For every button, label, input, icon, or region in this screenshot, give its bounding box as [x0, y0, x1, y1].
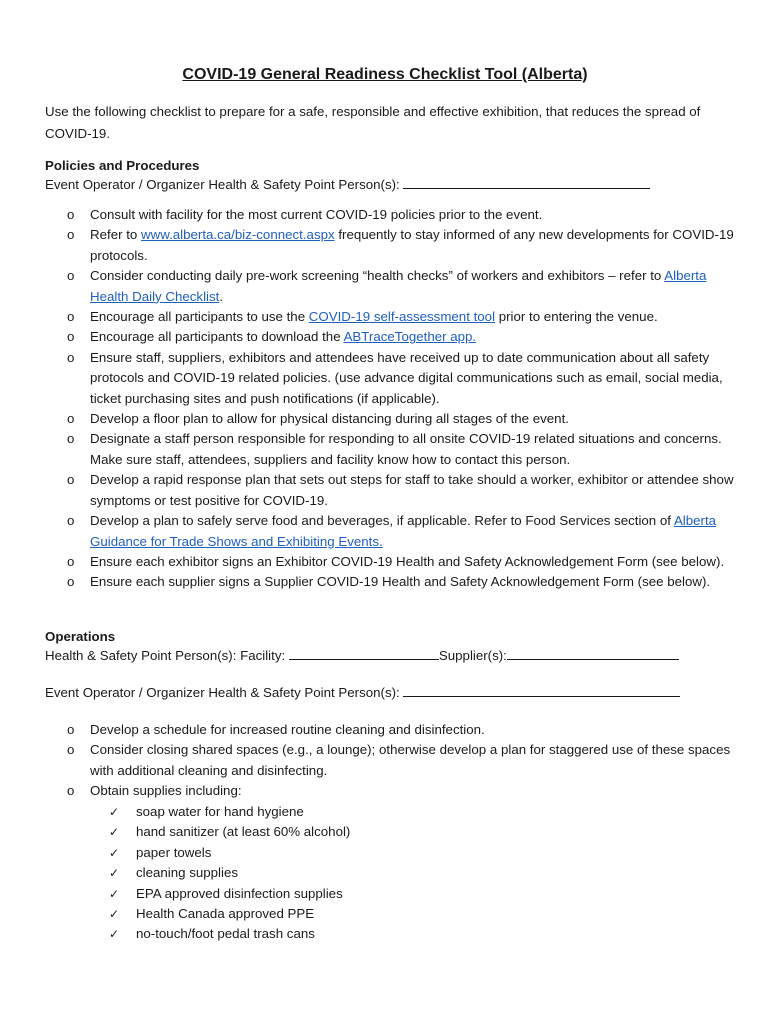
- item-text: Designate a staff person responsible for responding to all onsite COVID-19 related situations and concerns. Make sure staff, attendees, suppliers and facility know how to contact this person.: [90, 431, 722, 467]
- checkmark-icon: ✓: [109, 825, 120, 840]
- list-item: [109, 843, 509, 863]
- intro-paragraph: Use the following checklist to prepare for a safe, responsible and effective exhibition, that reduces the spread of COVID-19.: [45, 104, 701, 141]
- list-item: [109, 863, 509, 883]
- item-text: Health Canada approved PPE: [136, 906, 315, 922]
- checkmark-icon: ✓: [109, 886, 120, 901]
- item-text: hand sanitizer (at least 60% alcohol): [136, 824, 351, 840]
- list-item: [45, 781, 735, 801]
- item-text: Consider closing shared spaces (e.g., a lounge); otherwise develop a plan for staggered use of these spaces with additional cleaning and disinfecting.: [90, 742, 731, 778]
- bullet-marker: o: [67, 574, 75, 590]
- item-text: .: [219, 288, 224, 304]
- bullet-marker: o: [67, 309, 75, 325]
- checkmark-icon: ✓: [109, 907, 120, 922]
- item-text: Develop a floor plan to allow for physical distancing during all stages of the event.: [90, 411, 569, 427]
- trade-show-guidance-link[interactable]: Alberta Guidance for Trade Shows and Exhibiting Events.: [90, 513, 717, 549]
- list-item: [109, 822, 509, 842]
- page-title: COVID-19 General Readiness Checklist Tool (Alberta): [182, 66, 588, 83]
- bullet-marker: o: [67, 268, 75, 284]
- operations-section-header: [45, 628, 745, 666]
- operations-heading: Operations: [45, 629, 116, 644]
- organizer-label: Event Operator / Organizer Health & Safety Point Person(s):: [45, 685, 400, 700]
- bullet-marker: o: [67, 431, 75, 447]
- list-item: [109, 802, 509, 822]
- bullet-marker: o: [67, 349, 75, 365]
- item-text: Encourage all participants to use the: [90, 309, 309, 325]
- bullet-marker: o: [67, 329, 75, 345]
- operations-checklist: [45, 720, 735, 802]
- self-assessment-link[interactable]: COVID-19 self-assessment tool: [308, 309, 496, 325]
- list-item: [45, 225, 735, 266]
- list-item: [109, 924, 509, 944]
- checkmark-icon: ✓: [109, 927, 120, 942]
- item-text: Obtain supplies including:: [90, 783, 242, 799]
- item-text: Consult with facility for the most current COVID-19 policies prior to the event.: [90, 207, 543, 222]
- item-text: Consider conducting daily pre-work screening “health checks” of workers and exhibitors – refer to: [90, 268, 665, 284]
- list-item: [45, 720, 735, 740]
- item-text: paper towels: [136, 844, 212, 860]
- bullet-marker: o: [67, 783, 75, 799]
- list-item: [109, 884, 509, 904]
- biz-connect-link[interactable]: www.alberta.ca/biz-connect.aspx: [141, 227, 335, 243]
- bullet-marker: o: [67, 553, 75, 569]
- list-item: [45, 429, 735, 470]
- daily-checklist-link[interactable]: Alberta Health Daily Checklist: [90, 268, 707, 304]
- item-text: Refer to: [90, 227, 141, 243]
- list-item: [45, 470, 735, 511]
- item-text: frequently to stay informed of any new developments for COVID-19 protocols.: [90, 227, 734, 263]
- bullet-marker: o: [67, 207, 75, 222]
- item-text: cleaning supplies: [136, 865, 239, 881]
- policies-point-person-label: Event Operator / Organizer Health & Safety Point Person(s):: [45, 177, 400, 192]
- operations-organizer-line: [45, 683, 745, 703]
- policies-point-person-line: [45, 175, 745, 195]
- list-item: [45, 327, 735, 347]
- bullet-marker: o: [67, 227, 75, 243]
- policies-section-header: [45, 157, 745, 195]
- facility-field[interactable]: [289, 646, 439, 660]
- list-item: [45, 205, 735, 225]
- checkmark-icon: ✓: [109, 866, 120, 881]
- item-text: soap water for hand hygiene: [136, 804, 304, 819]
- supplies-checklist: [109, 802, 509, 945]
- operations-facility-line: [45, 646, 745, 666]
- item-text: Develop a rapid response plan that sets out steps for staff to take should a worker, exhibitor or attendee show symptoms or test positive for COVID-19.: [90, 472, 734, 508]
- list-item: [45, 348, 735, 409]
- list-item: [45, 572, 735, 592]
- list-item: [45, 552, 735, 572]
- item-text: prior to entering the venue.: [495, 309, 658, 325]
- list-item: [45, 409, 735, 429]
- item-text: Develop a plan to safely serve food and beverages, if applicable. Refer to Food Services section of: [90, 513, 674, 529]
- list-item: [45, 740, 735, 781]
- policies-heading: Policies and Procedures: [45, 158, 200, 173]
- checkmark-icon: ✓: [109, 805, 120, 819]
- list-item: [109, 904, 509, 924]
- item-text: EPA approved disinfection supplies: [136, 885, 343, 901]
- policies-checklist: [45, 205, 735, 593]
- policies-point-person-field[interactable]: [403, 175, 650, 189]
- item-text: Develop a schedule for increased routine cleaning and disinfection.: [90, 722, 485, 737]
- abtracetogether-link[interactable]: ABTraceTogether app.: [343, 329, 477, 345]
- bullet-marker: o: [67, 513, 75, 529]
- item-text: Ensure staff, suppliers, exhibitors and attendees have received up to date communication about all safety protocols and COVID-19 related policies. (use advance digital communications such as email, social media, ticket purchasing sites and push notifications (if applicable).: [90, 349, 723, 406]
- bullet-marker: o: [67, 722, 75, 737]
- list-item: [45, 307, 735, 327]
- item-text: Encourage all participants to download the: [90, 329, 344, 345]
- list-item: [45, 511, 735, 552]
- item-text: Ensure each supplier signs a Supplier COVID-19 Health and Safety Acknowledgement Form (see below).: [90, 574, 711, 590]
- item-text: no-touch/foot pedal trash cans: [136, 926, 315, 942]
- facility-label: Health & Safety Point Person(s): Facility:: [45, 648, 286, 663]
- organizer-field[interactable]: [403, 683, 680, 697]
- bullet-marker: o: [67, 472, 75, 488]
- list-item: [45, 266, 735, 307]
- supplier-label: Supplier(s):: [438, 648, 507, 663]
- supplier-field[interactable]: [507, 646, 679, 660]
- item-text: Ensure each exhibitor signs an Exhibitor COVID-19 Health and Safety Acknowledgement Form (see below).: [90, 553, 725, 569]
- bullet-marker: o: [67, 742, 75, 758]
- checkmark-icon: ✓: [109, 845, 120, 860]
- bullet-marker: o: [67, 411, 75, 427]
